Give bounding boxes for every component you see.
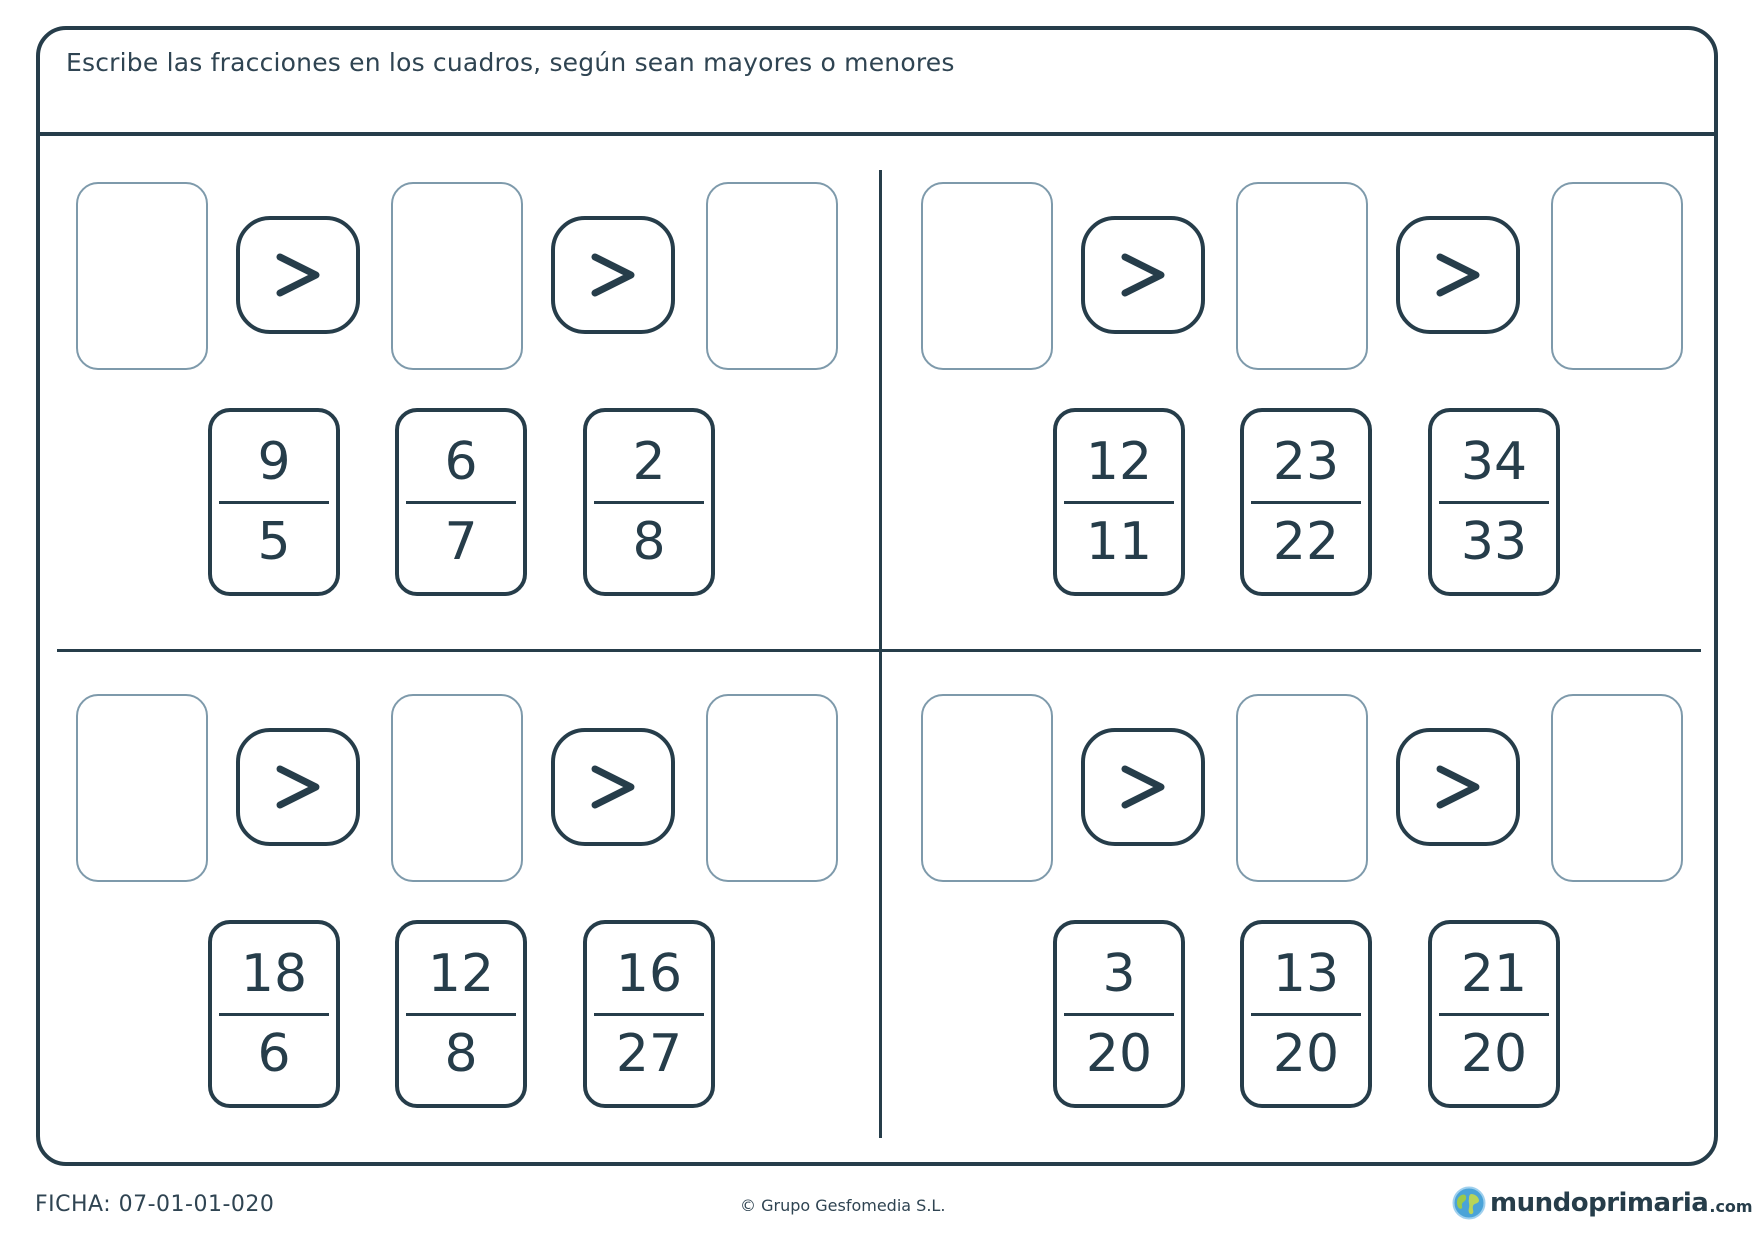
greater-than-sign xyxy=(1396,728,1520,846)
fraction-bar xyxy=(219,501,329,504)
numerator: 12 xyxy=(427,944,495,1004)
fraction-bar xyxy=(594,1013,704,1016)
logo-domain: .com xyxy=(1709,1196,1753,1216)
answer-box[interactable] xyxy=(391,694,523,882)
fraction-card[interactable] xyxy=(1428,408,1560,596)
greater-than-icon xyxy=(589,763,637,811)
fraction-bar xyxy=(1064,1013,1174,1016)
fraction-card[interactable] xyxy=(583,408,715,596)
answer-box[interactable] xyxy=(921,182,1053,370)
fraction-card[interactable] xyxy=(583,920,715,1108)
greater-than-icon xyxy=(274,763,322,811)
greater-than-icon xyxy=(1434,763,1482,811)
answer-box[interactable] xyxy=(1551,694,1683,882)
numerator: 16 xyxy=(615,944,683,1004)
fraction-card[interactable] xyxy=(395,920,527,1108)
fraction-bar xyxy=(1064,501,1174,504)
numerator: 3 xyxy=(1102,944,1136,1004)
greater-than-sign xyxy=(236,728,360,846)
denominator: 8 xyxy=(444,1024,478,1084)
denominator: 6 xyxy=(257,1024,291,1084)
numerator: 2 xyxy=(632,432,666,492)
numerator: 21 xyxy=(1460,944,1528,1004)
denominator: 33 xyxy=(1460,512,1528,572)
denominator: 27 xyxy=(615,1024,683,1084)
exercise-quadrant-4 xyxy=(885,648,1718,1118)
answer-box[interactable] xyxy=(76,182,208,370)
fraction-bar xyxy=(1251,1013,1361,1016)
exercise-quadrant-3 xyxy=(40,648,880,1118)
instruction-header xyxy=(40,30,1714,136)
greater-than-icon xyxy=(1119,763,1167,811)
greater-than-sign xyxy=(551,216,675,334)
fraction-bar xyxy=(219,1013,329,1016)
greater-than-icon xyxy=(589,251,637,299)
globe-icon xyxy=(1452,1186,1486,1220)
fraction-card[interactable] xyxy=(208,920,340,1108)
greater-than-icon xyxy=(274,251,322,299)
fraction-card[interactable] xyxy=(1053,920,1185,1108)
denominator: 5 xyxy=(257,512,291,572)
site-logo[interactable] xyxy=(1452,1186,1753,1220)
fraction-card[interactable] xyxy=(1053,408,1185,596)
fraction-card[interactable] xyxy=(208,408,340,596)
denominator: 22 xyxy=(1272,512,1340,572)
answer-box[interactable] xyxy=(1236,694,1368,882)
numerator: 6 xyxy=(444,432,478,492)
answer-box[interactable] xyxy=(76,694,208,882)
exercise-quadrant-1 xyxy=(40,136,880,606)
fraction-card[interactable] xyxy=(1240,920,1372,1108)
instruction-text: Escribe las fracciones en los cuadros, según sean mayores o menores xyxy=(66,48,955,77)
denominator: 20 xyxy=(1272,1024,1340,1084)
worksheet-code: FICHA: 07-01-01-020 xyxy=(35,1192,275,1217)
worksheet-frame xyxy=(36,26,1718,1166)
fraction-bar xyxy=(1439,1013,1549,1016)
numerator: 9 xyxy=(257,432,291,492)
exercise-quadrant-2 xyxy=(885,136,1718,606)
denominator: 8 xyxy=(632,512,666,572)
answer-box[interactable] xyxy=(1236,182,1368,370)
numerator: 13 xyxy=(1272,944,1340,1004)
greater-than-sign xyxy=(1396,216,1520,334)
greater-than-icon xyxy=(1434,251,1482,299)
answer-box[interactable] xyxy=(391,182,523,370)
answer-box[interactable] xyxy=(706,694,838,882)
denominator: 7 xyxy=(444,512,478,572)
fraction-card[interactable] xyxy=(395,408,527,596)
denominator: 20 xyxy=(1085,1024,1153,1084)
fraction-bar xyxy=(406,1013,516,1016)
answer-box[interactable] xyxy=(921,694,1053,882)
denominator: 11 xyxy=(1085,512,1153,572)
greater-than-sign xyxy=(1081,216,1205,334)
fraction-bar xyxy=(406,501,516,504)
greater-than-icon xyxy=(1119,251,1167,299)
fraction-card[interactable] xyxy=(1428,920,1560,1108)
fraction-bar xyxy=(1251,501,1361,504)
numerator: 23 xyxy=(1272,432,1340,492)
answer-box[interactable] xyxy=(706,182,838,370)
fraction-bar xyxy=(594,501,704,504)
greater-than-sign xyxy=(551,728,675,846)
copyright-notice: © Grupo Gesfomedia S.L. xyxy=(740,1196,946,1215)
answer-box[interactable] xyxy=(1551,182,1683,370)
numerator: 34 xyxy=(1460,432,1528,492)
greater-than-sign xyxy=(1081,728,1205,846)
numerator: 12 xyxy=(1085,432,1153,492)
fraction-bar xyxy=(1439,501,1549,504)
numerator: 18 xyxy=(240,944,308,1004)
denominator: 20 xyxy=(1460,1024,1528,1084)
fraction-card[interactable] xyxy=(1240,408,1372,596)
greater-than-sign xyxy=(236,216,360,334)
logo-name: mundoprimaria xyxy=(1490,1188,1709,1218)
